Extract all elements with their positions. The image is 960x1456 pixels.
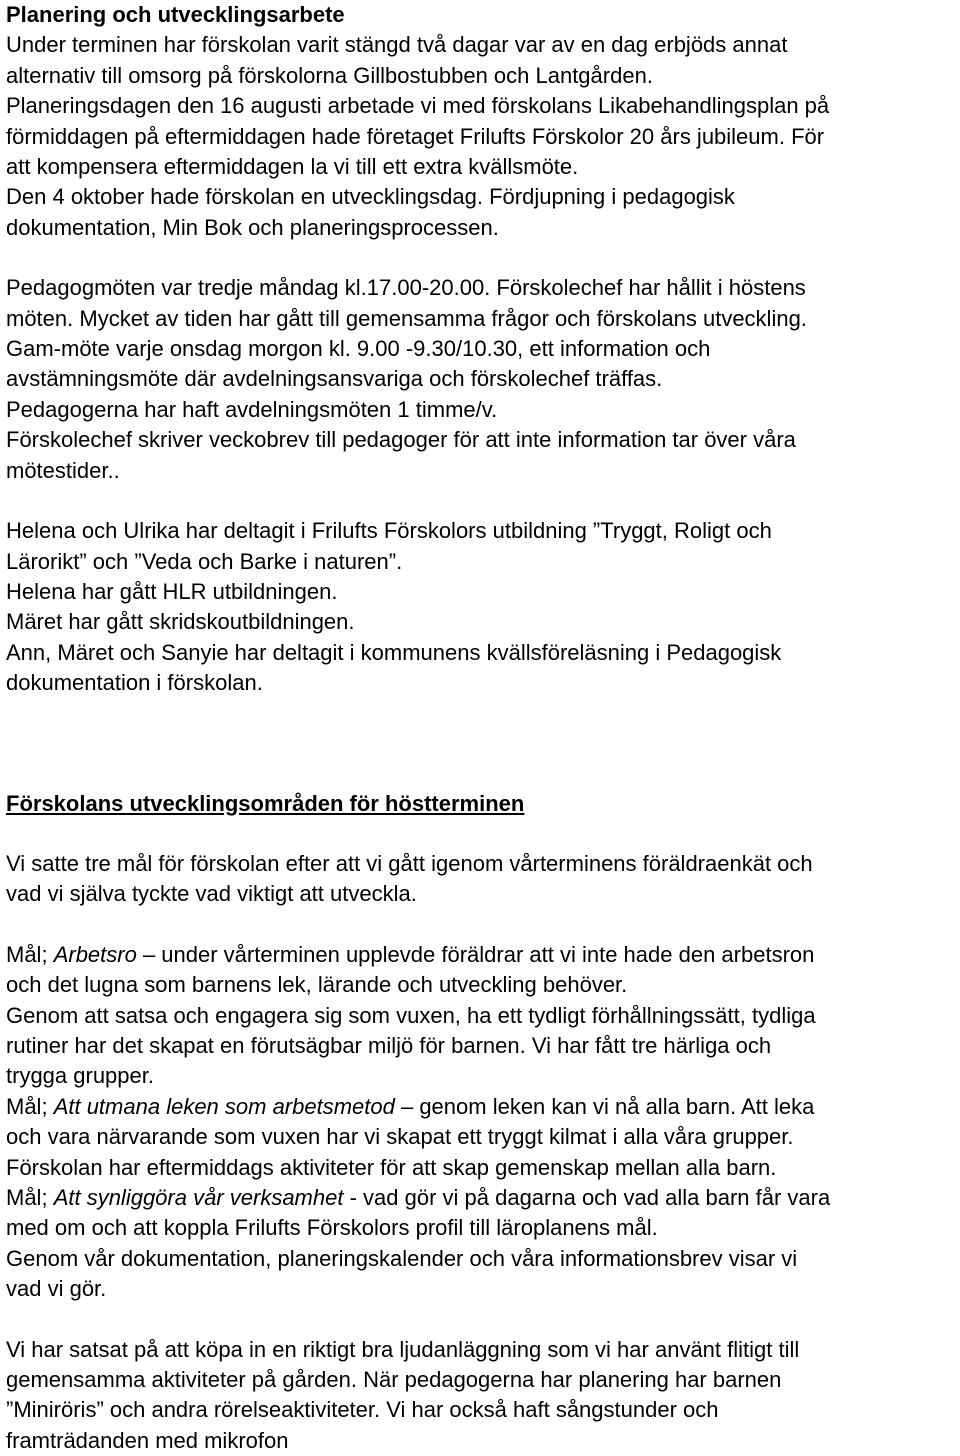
section-heading-development-areas: Förskolans utvecklingsområden för höstterminen bbox=[6, 790, 525, 816]
text-line: Förskolechef skriver veckobrev till pedagoger för att inte information tar över våra bbox=[6, 427, 796, 453]
text-line: trygga grupper. bbox=[6, 1063, 154, 1089]
text-line: Lärorikt” och ”Veda och Barke i naturen”. bbox=[6, 548, 403, 574]
section-heading-planning: Planering och utvecklingsarbete bbox=[6, 2, 345, 27]
text-line: Genom vår dokumentation, planeringskalender och våra informationsbrev visar vi bbox=[6, 1245, 798, 1271]
text-line: och det lugna som barnens lek, lärande och utveckling behöver. bbox=[6, 972, 628, 998]
text-line: att kompensera eftermiddagen la vi till ett extra kvällsmöte. bbox=[6, 154, 579, 180]
goal-prefix: Mål; bbox=[6, 1093, 54, 1119]
text-line: Under terminen har förskolan varit stängd två dagar var av en dag erbjöds annat bbox=[6, 32, 788, 58]
paragraph-gap bbox=[6, 910, 956, 940]
goal-prefix: Mål; bbox=[6, 1185, 54, 1210]
paragraph-gap bbox=[6, 243, 956, 273]
text-line: gemensamma aktiviteter på gården. När pedagogerna har planering har barnen bbox=[6, 1367, 782, 1393]
text-line: framträdanden med mikrofon bbox=[6, 1427, 289, 1453]
goal-text: - vad gör vi på dagarna och vad alla barn får vara bbox=[343, 1185, 831, 1210]
text-line: Pedagogmöten var tredje måndag kl.17.00-20.00. Förskolechef har hållit i höstens bbox=[6, 275, 806, 301]
text-line: och vara närvarande som vuxen har vi skapat ett tryggt kilmat i alla våra grupper. bbox=[6, 1124, 794, 1150]
goal-title: Att synliggöra vår verksamhet bbox=[53, 1185, 344, 1210]
text-line: vad vi själva tyckte vad viktigt att utveckla. bbox=[6, 881, 417, 907]
text-line: Planeringsdagen den 16 augusti arbetade vi med förskolans Likabehandlingsplan på bbox=[6, 93, 830, 119]
goal-text: – genom leken kan vi nå alla barn. Att leka bbox=[394, 1093, 815, 1119]
text-line: Helena och Ulrika har deltagit i Frilufts Förskolors utbildning ”Tryggt, Roligt och bbox=[6, 518, 772, 544]
text-line: Den 4 oktober hade förskolan en utvecklingsdag. Fördjupning i pedagogisk bbox=[6, 184, 735, 210]
text-line: alternativ till omsorg på förskolorna Gillbostubben och Lantgården. bbox=[6, 62, 653, 88]
text-line: Vi satte tre mål för förskolan efter att vi gått igenom vårterminens föräldraenkät och bbox=[6, 850, 813, 876]
goal-line bbox=[6, 940, 956, 970]
goal-line bbox=[6, 1183, 956, 1213]
text-line: med om och att koppla Frilufts Förskolors profil till läroplanens mål. bbox=[6, 1215, 658, 1241]
text-line: möten. Mycket av tiden har gått till gemensamma frågor och förskolans utveckling. bbox=[6, 305, 807, 331]
goal-line bbox=[6, 1092, 956, 1122]
text-line: Pedagogerna har haft avdelningsmöten 1 timme/v. bbox=[6, 396, 498, 422]
text-line: ”Miniröris” och andra rörelseaktiviteter. Vi har också haft sångstunder och bbox=[6, 1397, 719, 1423]
goal-prefix: Mål; bbox=[6, 941, 54, 967]
text-line: Helena har gått HLR utbildningen. bbox=[6, 578, 338, 604]
goal-title: Arbetsro bbox=[53, 941, 137, 967]
paragraph-gap bbox=[6, 486, 956, 516]
section-gap bbox=[6, 699, 956, 789]
paragraph-gap bbox=[6, 1305, 956, 1335]
text-line: Ann, Märet och Sanyie har deltagit i kommunens kvällsföreläsning i Pedagogisk bbox=[6, 639, 782, 665]
text-line: avstämningsmöte där avdelningsansvariga och förskolechef träffas. bbox=[6, 366, 663, 392]
text-line: Gam-möte varje onsdag morgon kl. 9.00 -9.30/10.30, ett information och bbox=[6, 336, 711, 362]
text-line: Märet har gått skridskoutbildningen. bbox=[6, 609, 355, 635]
text-line: dokumentation, Min Bok och planeringsprocessen. bbox=[6, 214, 499, 240]
text-line: rutiner har det skapat en förutsägbar miljö för barnen. Vi har fått tre härliga och bbox=[6, 1032, 772, 1058]
goal-title: Att utmana leken som arbetsmetod bbox=[53, 1093, 395, 1119]
text-line: vad vi gör. bbox=[6, 1276, 107, 1302]
paragraph-gap bbox=[6, 819, 956, 849]
text-line: Vi har satsat på att köpa in en riktigt bra ljudanläggning som vi har använt flitigt till bbox=[6, 1336, 800, 1362]
text-line: mötestider.. bbox=[6, 457, 120, 483]
text-line: Genom att satsa och engagera sig som vuxen, ha ett tydligt förhållningssätt, tydliga bbox=[6, 1002, 816, 1028]
text-line: Förskolan har eftermiddags aktiviteter för att skap gemenskap mellan alla barn. bbox=[6, 1154, 777, 1180]
document-page bbox=[6, 0, 956, 1456]
text-line: förmiddagen på eftermiddagen hade företaget Frilufts Förskolor 20 års jubileum. För bbox=[6, 123, 825, 149]
text-line: dokumentation i förskolan. bbox=[6, 670, 263, 696]
goal-text: – under vårterminen upplevde föräldrar att vi inte hade den arbetsron bbox=[136, 941, 815, 967]
